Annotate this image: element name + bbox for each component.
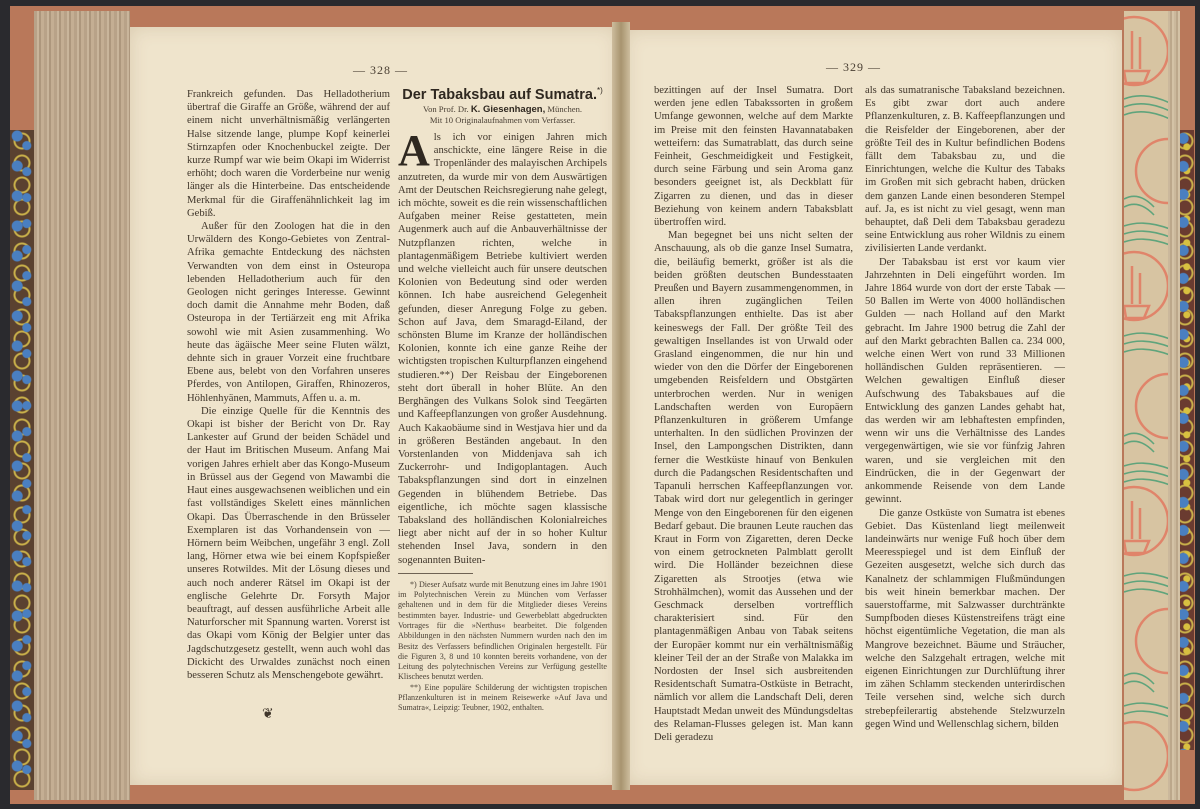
paragraph: Der Tabaksbau ist erst vor kaum vier Jahrzehnten in Deli eingeführt worden. Im Jahre 1864 wurde von dort der erste Tabak — 50 Ballen im Werte von 4000 holländischen Gulden — nach Holland auf den Markt gebracht. Im Jahre 1900 betrug die Zahl der auf den Markt gebrachten Ballen ca. 234 000, welche einen Wert von rund 33 Millionen holländischen Gulden repräsentieren. — Welchen gewaltigen Einfluß dieser Aufschwung des Tabaksbaues auf die Entwicklung des ganzen Landes gehabt hat, das werden wir am lebhaftesten empfinden, wenn wir uns die Verhältnisse des Landes vergegenwärtigen, wie sie vor fünfzig Jahren waren, und sie vergleichen mit den Eindrücken, die in der Gegenwart der ankommende Reisende von dem Lande gewinnt. [865, 256, 1065, 506]
right-page-column-2 [865, 84, 1065, 731]
book-gutter [612, 22, 630, 790]
right-page-column-1 [654, 84, 853, 744]
article-byline [398, 104, 607, 115]
endpaper-ship-pattern [1124, 11, 1170, 800]
article-subtitle: Mit 10 Originalaufnahmen vom Verfasser. [429, 115, 576, 126]
paragraph: Außer für den Zoologen hat die in den Urwäldern des Kongo-Gebietes von Zentral-Afrika gemachte Entdeckung des nächsten Verwandten von dem einst in Osteuropa lebenden Helladotherium auch für den Geologen nicht geringes Interesse. Gewinnt doch damit die Annahme mehr Boden, daß Osteuropa in der Tertiärzeit eng mit Afrika sowohl wie mit Asien zusammenhing. Wo heute das ägäische Meer seine Fluten wälzt, dehnte sich in grauer Vorzeit eine fruchtbare Ebene aus, belebt von den Vorfahren unseres Pferdes, von Antilopen, Giraffen, Rhinozeros, Höhlenhyänen, Mammuts, Affen u. a. m. [187, 221, 390, 404]
paragraph: Frankreich gefunden. Das Helladotherium übertraf die Giraffe an Größe, während der auf einem nicht unverhältnismäßig verlängerten Halse sitzende lange, plumpe Kopf keinerlei Stirnzapfen oder Knochenbuckel zeigte. Der kurze Rumpf war wie beim Okapi im Widerrist erhöht; doch waren die Vorderbeine nur wenig länger als die Hinterbeine. Das entscheidende Merkmal für die Giraffenähnlichkeit lag im Gebiß. [187, 89, 390, 219]
title-footnote-mark: *) [596, 86, 603, 95]
article-column [398, 84, 607, 714]
ornament-icon: ❦ [262, 707, 274, 722]
footnote: **) Eine populäre Schilderung der wichtigsten tropischen Pflanzenkulturen ist in meinem Reisewerke »Auf Java und Sumatra«, Leipzig: Teubner, 1902, enthalten. [398, 682, 607, 713]
marbled-edge-left [10, 130, 34, 790]
footnotes [398, 580, 607, 714]
footnote-rule [398, 573, 473, 574]
paragraph: Man begegnet bei uns nicht selten der Anschauung, als ob die ganze Insel Sumatra, die, beiläufig bemerkt, größer ist als die beiden größten deutschen Bundesstaaten Preußen und Bayern zusammengenommen, in allen ihren zugänglichen Teilen Tabakspflanzungen enthielte. Das ist aber keineswegs der Fall. Der größte Teil des gewaltigen Insellandes ist von Urwald oder Grasland eingenommen, die nur hin und wieder von den die Dörfer der Eingeborenen umgebenden Reisfeldern und Obstgärten unterbrochen werden. Nur in wenigen Landschaften werden von Europäern Pflanzenkulturen in größerem Umfange unterhalten. In den südlichen Provinzen der Insel, den Lampongschen Distrikten, dann ferner die Westküste hinauf von Benkulen durch die Padangschen Residentschaften und Tapanuli herrschen Kaffeepflanzungen vor. Tabak wird dort nur gelegentlich in geringer Menge von den Eingeborenen für den eigenen Bedarf gebaut. Die braunen Leute rauchen das Kraut in Form von Zigaretten, deren Decke von einem getrockneten Palmblatt gerollt wird. Die Holländer bezeichnen diese Zigaretten als Strootjes (etwa wie Strohhälmchen), womit das Aussehen und der Geschmack derselben vortrefflich charakterisiert sind. Für den plantagenmäßigen Anbau von Tabak seitens der Europäer kommt nur ein verhältnismäßig kleiner Teil der an der Straße von Malakka im Nordosten der Insel sich ausbreitenden Residentschaft Sumatra-Ostküste in Betracht, nämlich vor allem die Landschaft Deli, deren Hauptstadt Medan unweit des Mündungsdeltas des Relaman-Flusses gelegen ist. Man kann Deli geradezu [654, 230, 853, 743]
article-title-text: Der Tabaksbau auf Sumatra. [402, 86, 597, 103]
page-number-right: — 329 — [826, 60, 881, 74]
page-stack-right [1168, 11, 1180, 800]
article-title [398, 84, 607, 102]
ship-wave-pattern-icon [1124, 11, 1170, 800]
left-page-column-1 [187, 88, 390, 682]
byline-prefix: Von Prof. Dr. [422, 104, 469, 115]
page-stack-left [34, 11, 130, 800]
paragraph: Die einzige Quelle für die Kenntnis des Okapi ist bisher der Bericht von Dr. Ray Lankester auf Grund der beiden Schädel und der Haut im Britischen Museum. Anfang Mai vorigen Jahres erhielt aber das Kongo-Museum in Brüssel aus der Gegend von Mawambi die Haut eines ausgewachsenen weiblichen und ein fast vollständiges Skelett eines männlichen Okapi. Das Überraschende in den Brüsseler Exemplaren ist das Vorhandensein von — Hörnern beim Weibchen, ungefähr 3 engl. Zoll lang, Hörner etwa wie bei einem Kopfspießer unseres Rotwildes. Mit der Lösung dieses und auch noch anderer Rätsel im Okapi ist der englische Gelehrte Dr. Forsyth Major beauftragt, auf dessen ausführliche Arbeit alle Naturforscher mit Spannung warten. Vorerst ist das Okapi vom König der Belgier unter das Jagdschutzgesetz gestellt, wenn auch wohl das Dickicht des Urwaldes zunächst noch einen besseren Schutz als Menschengebote gewährt. [187, 405, 390, 681]
paragraph: Die ganze Ostküste von Sumatra ist ebenes Gebiet. Das Küstenland liegt meilenweit landeinwärts nur wenige Fuß hoch über dem Meeresspiegel und ist dem Einfluß der Gezeiten ausgesetzt, welche sich durch das Kanalnetz der schlammigen Flußmündungen bis weit hinein bemerkbar machen. Der sauerstoffarme, mit Salzwasser durchtränkte Sumpfboden dieses Küstenstreifens trägt eine höchst eigentümliche Vegetation, die man als Mangrove bezeichnet. Bäume und Sträucher, welche den Salzgehalt ertragen, welche mit eigenen Einrichtungen zur Durchlüftung ihrer im zähen Schlamm steckenden unterirdischen Teile versehen sind, welche sich durch strebepfeilerartig abstehende Stelzwurzeln gegen Wind und Wellenschlag sichern, bilden [865, 507, 1065, 730]
drop-cap: A [398, 126, 430, 176]
page-number-left: — 328 — [353, 63, 408, 77]
byline-city: München. [547, 104, 583, 115]
footnote: *) Dieser Aufsatz wurde mit Benutzung eines im Jahre 1901 im Polytechnischen Verein zu München vom Verfasser gehaltenen und in dem für die Mitglieder dieses Vereins bestimmten bayer. Industrie- und Gewerbeblatt abgedruckten Vortrages für die »Nerthus« bearbeitet. Die folgenden Abbildungen in den nächsten Nummern wurden nach den im Besitz des Verfassers befindlichen Originalen hergestellt. Für die Figuren 3, 8 und 10 konnten bereits vorhandene, von der Leitung des polytechnischen Vereins zur Verfügung gestellte Klischees benutzt werden. [398, 579, 607, 682]
article-paragraph: ls ich vor einigen Jahren mich anschickte, eine längere Reise in die Tropenländer des malayischen Archipels anzutreten, da wurde mir von dem Auswärtigen Amt der Deutschen Reichsregierung nahe gelegt, ich möchte, soweit es die rein wissenschaftlichen Aufgaben meiner Reise gestatteten, mein Augenmerk auch auf die Anbauverhältnisse der Nutzpflanzen richten, welche in plantagenmäßigem Betriebe kultiviert werden und welche vielleicht auch für unsere deutschen Kolonien von Bedeutung sind oder werden können. Ich habe ausreichend Gelegenheit gefunden, dieser Anregung Folge zu geben. Schon auf Java, dem Smaragd-Eiland, der schönsten Blume im Kranze der holländischen Kolonien, konnte ich eine ganze Reihe der wichtigsten tropischen Kulturpflanzen eingehend studieren.**) Der Reisbau der Eingeborenen steht dort überall in hoher Blüte. An den Berghängen des Vulkans Solok sind Teegärten und Kaffeepflanzungen von großer Ausdehnung. Auch Kakaobäume sind in Westjava hier und da in größeren Beständen angebaut. In den Vorstenlanden von Middenjava sah ich Zuckerrohr- und Indigoplantagen. Auch Tabakspflanzungen sind dort in einzelnen Gegenden in blühendem Betriebe. Das eigentliche, ich möchte sagen klassische Tabaksland des holländischen Kolonialreiches liegt aber nicht auf der in so hoher Kultur stehenden Insel Java, sondern in den sogenannten Buiten- [398, 132, 607, 566]
article-body [398, 126, 607, 567]
paragraph: bezittingen auf der Insel Sumatra. Dort werden jene edlen Tabakssorten in großem Umfange gewonnen, welche auf dem Markte im Preise mit den feinsten Havannatabaken wetteifern: das Sumatrablatt, das durch seine Feinheit, Geschmeidigkeit und Festigkeit, durch seine Färbung und sein Aroma ganz besonders geeignet ist, als Deckblatt für Zigarren zu dienen, und das in dieser Beziehung von keinem andern Tabaksblatt übertroffen wird. [654, 85, 853, 229]
paragraph: als das sumatranische Tabaksland bezeichnen. Es gibt zwar dort auch andere Pflanzenkulturen, z. B. Kaffeepflanzungen und die Reisfelder der Eingeborenen, aber der größte Teil des in Kultur befindlichen Bodens fällt dem Tabaksbau zu, und die Einrichtungen, welche die Kultur des Tabaks im Großen mit sich gebracht haben, drücken dem ganzen Lande einen besonderen Stempel auf. Ja, es ist nicht zu viel gesagt, wenn man behauptet, daß Deli dem Tabaksbau geradezu seine Entwicklung aus roher Wildnis zu einem zivilisierten Lande verdankt. [865, 85, 1065, 255]
article-author: K. Giesenhagen, [470, 104, 546, 116]
